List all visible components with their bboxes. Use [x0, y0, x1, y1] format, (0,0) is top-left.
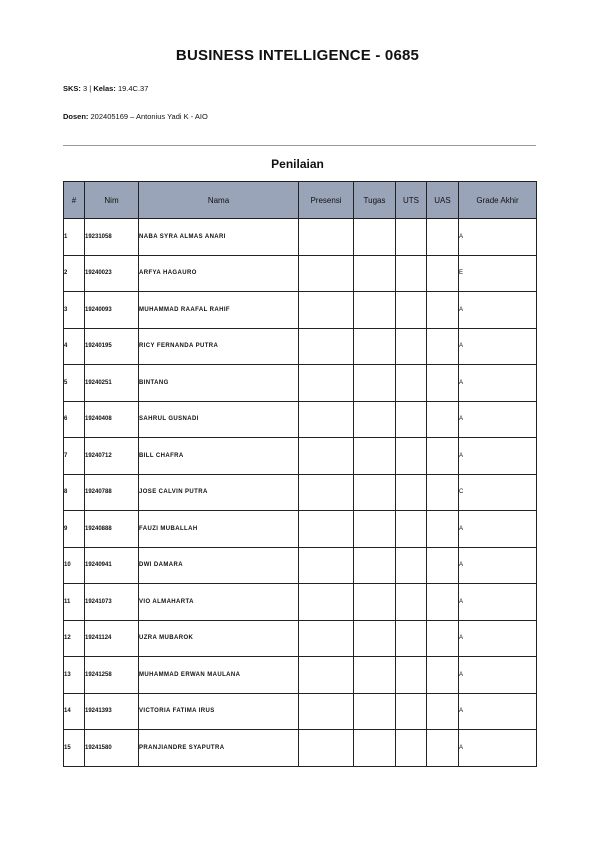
row-number: 5 — [64, 365, 85, 402]
tugas-cell — [354, 365, 396, 402]
uts-cell — [396, 438, 427, 475]
row-number: 3 — [64, 292, 85, 329]
nama-cell: ARFYA HAGAURO — [139, 255, 299, 292]
grade-cell: A — [459, 401, 537, 438]
table-row — [64, 730, 537, 767]
uts-cell — [396, 730, 427, 767]
table-row — [64, 255, 537, 292]
row-number: 9 — [64, 511, 85, 548]
divider — [63, 145, 536, 146]
tugas-cell — [354, 328, 396, 365]
presensi-cell — [299, 219, 354, 256]
grade-cell: A — [459, 693, 537, 730]
uts-cell — [396, 292, 427, 329]
dosen-value: 202405169 – Antonius Yadi K - AIO — [90, 112, 208, 121]
tugas-cell — [354, 401, 396, 438]
nim-cell: 19240408 — [85, 401, 139, 438]
tugas-cell — [354, 620, 396, 657]
grade-cell: E — [459, 255, 537, 292]
col-header-uas: UAS — [427, 182, 459, 219]
presensi-cell — [299, 730, 354, 767]
table-row — [64, 547, 537, 584]
uts-cell — [396, 693, 427, 730]
nama-cell: JOSE CALVIN PUTRA — [139, 474, 299, 511]
tugas-cell — [354, 693, 396, 730]
presensi-cell — [299, 620, 354, 657]
uas-cell — [427, 584, 459, 621]
nama-cell: UZRA MUBAROK — [139, 620, 299, 657]
row-number: 7 — [64, 438, 85, 475]
tugas-cell — [354, 584, 396, 621]
grade-cell: A — [459, 730, 537, 767]
nama-cell: SAHRUL GUSNADI — [139, 401, 299, 438]
uts-cell — [396, 255, 427, 292]
nim-cell: 19241393 — [85, 693, 139, 730]
col-header-nim: Nim — [85, 182, 139, 219]
row-number: 13 — [64, 657, 85, 694]
tugas-cell — [354, 511, 396, 548]
nim-cell: 19241580 — [85, 730, 139, 767]
table-row — [64, 365, 537, 402]
presensi-cell — [299, 584, 354, 621]
presensi-cell — [299, 328, 354, 365]
uas-cell — [427, 255, 459, 292]
presensi-cell — [299, 255, 354, 292]
nim-cell: 19240941 — [85, 547, 139, 584]
presensi-cell — [299, 657, 354, 694]
uas-cell — [427, 547, 459, 584]
grade-cell: A — [459, 292, 537, 329]
grade-cell: A — [459, 547, 537, 584]
presensi-cell — [299, 511, 354, 548]
row-number: 8 — [64, 474, 85, 511]
nama-cell: MUHAMMAD RAAFAL RAHIF — [139, 292, 299, 329]
nama-cell: NABA SYRA ALMAS ANARI — [139, 219, 299, 256]
grade-cell: A — [459, 620, 537, 657]
nim-cell: 19241124 — [85, 620, 139, 657]
row-number: 4 — [64, 328, 85, 365]
nim-cell: 19241258 — [85, 657, 139, 694]
presensi-cell — [299, 365, 354, 402]
row-number: 2 — [64, 255, 85, 292]
uas-cell — [427, 438, 459, 475]
nim-cell: 19240788 — [85, 474, 139, 511]
separator: | — [89, 84, 92, 93]
uts-cell — [396, 474, 427, 511]
tugas-cell — [354, 292, 396, 329]
table-row — [64, 474, 537, 511]
table-row — [64, 328, 537, 365]
uas-cell — [427, 474, 459, 511]
row-number: 14 — [64, 693, 85, 730]
tugas-cell — [354, 474, 396, 511]
nama-cell: BINTANG — [139, 365, 299, 402]
uas-cell — [427, 328, 459, 365]
grade-cell: A — [459, 511, 537, 548]
nim-cell: 19240888 — [85, 511, 139, 548]
uas-cell — [427, 657, 459, 694]
nim-cell: 19240023 — [85, 255, 139, 292]
col-header-nama: Nama — [139, 182, 299, 219]
nim-cell: 19240251 — [85, 365, 139, 402]
nama-cell: PRANJIANDRE SYAPUTRA — [139, 730, 299, 767]
nama-cell: FAUZI MUBALLAH — [139, 511, 299, 548]
col-header-grade-akhir: Grade Akhir — [459, 182, 537, 219]
table-row — [64, 511, 537, 548]
uas-cell — [427, 292, 459, 329]
tugas-cell — [354, 657, 396, 694]
nim-cell: 19240195 — [85, 328, 139, 365]
col-header-tugas: Tugas — [354, 182, 396, 219]
uas-cell — [427, 365, 459, 402]
presensi-cell — [299, 474, 354, 511]
uas-cell — [427, 730, 459, 767]
tugas-cell — [354, 219, 396, 256]
nama-cell: VIO ALMAHARTA — [139, 584, 299, 621]
table-row — [64, 657, 537, 694]
uas-cell — [427, 219, 459, 256]
row-number: 10 — [64, 547, 85, 584]
grades-table — [63, 181, 537, 767]
nim-cell: 19231058 — [85, 219, 139, 256]
grade-cell: C — [459, 474, 537, 511]
dosen-label: Dosen: — [63, 112, 89, 121]
uts-cell — [396, 511, 427, 548]
lecturer-info — [63, 112, 208, 121]
uts-cell — [396, 547, 427, 584]
section-title: Penilaian — [271, 157, 324, 171]
uts-cell — [396, 620, 427, 657]
table-row — [64, 219, 537, 256]
kelas-label: Kelas: — [93, 84, 116, 93]
uts-cell — [396, 401, 427, 438]
tugas-cell — [354, 438, 396, 475]
nim-cell: 19240093 — [85, 292, 139, 329]
row-number: 15 — [64, 730, 85, 767]
uts-cell — [396, 219, 427, 256]
grade-cell: A — [459, 365, 537, 402]
tugas-cell — [354, 547, 396, 584]
uas-cell — [427, 620, 459, 657]
grade-cell: A — [459, 657, 537, 694]
table-row — [64, 438, 537, 475]
grade-cell: A — [459, 438, 537, 475]
presensi-cell — [299, 401, 354, 438]
col-header-number: # — [64, 182, 85, 219]
nama-cell: RICY FERNANDA PUTRA — [139, 328, 299, 365]
presensi-cell — [299, 693, 354, 730]
course-info — [63, 84, 148, 93]
uts-cell — [396, 657, 427, 694]
page-title: BUSINESS INTELLIGENCE - 0685 — [175, 47, 420, 64]
col-header-uts: UTS — [396, 182, 427, 219]
uts-cell — [396, 328, 427, 365]
presensi-cell — [299, 547, 354, 584]
table-row — [64, 401, 537, 438]
nim-cell: 19240712 — [85, 438, 139, 475]
tugas-cell — [354, 730, 396, 767]
tugas-cell — [354, 255, 396, 292]
row-number: 6 — [64, 401, 85, 438]
row-number: 11 — [64, 584, 85, 621]
kelas-value: 19.4C.37 — [117, 84, 149, 93]
uts-cell — [396, 584, 427, 621]
sks-label: SKS: — [63, 84, 81, 93]
table-header-row — [64, 182, 537, 219]
table-row — [64, 620, 537, 657]
row-number: 1 — [64, 219, 85, 256]
uas-cell — [427, 401, 459, 438]
uas-cell — [427, 693, 459, 730]
table-row — [64, 584, 537, 621]
presensi-cell — [299, 438, 354, 475]
col-header-presensi: Presensi — [299, 182, 354, 219]
uas-cell — [427, 511, 459, 548]
nama-cell: BILL CHAFRA — [139, 438, 299, 475]
nama-cell: MUHAMMAD ERWAN MAULANA — [139, 657, 299, 694]
table-row — [64, 292, 537, 329]
sks-value: 3 — [83, 84, 88, 93]
row-number: 12 — [64, 620, 85, 657]
uts-cell — [396, 365, 427, 402]
nim-cell: 19241073 — [85, 584, 139, 621]
presensi-cell — [299, 292, 354, 329]
nama-cell: DWI DAMARA — [139, 547, 299, 584]
grade-cell: A — [459, 584, 537, 621]
table-row — [64, 693, 537, 730]
grade-cell: A — [459, 328, 537, 365]
grade-cell: A — [459, 219, 537, 256]
nama-cell: VICTORIA FATIMA IRUS — [139, 693, 299, 730]
